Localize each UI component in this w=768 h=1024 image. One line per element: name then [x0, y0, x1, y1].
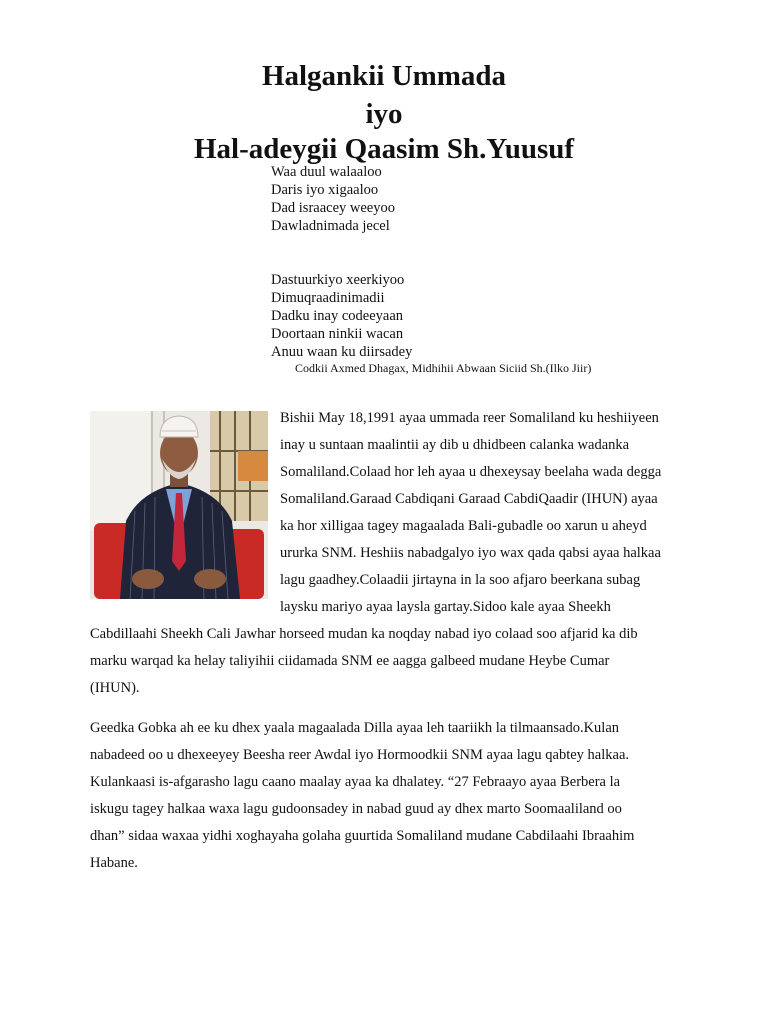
title-line-1: Halgankii Ummada [261, 60, 507, 92]
poem-line: Anuu waan ku diirsadey [271, 344, 413, 360]
paragraph-line: dhan” sidaa waxaa yidhi xoghayaha golaha guurtida Somaliland mudane Cabdilaahi Ibraahim [90, 828, 635, 844]
poem-attribution: Codkii Axmed Dhagax, Midhihii Abwaan Siciid Sh.(Ilko Jiir) [295, 361, 592, 375]
paragraph-line: Cabdillaahi Sheekh Cali Jawhar horseed mudan ka noqday nabad iyo colaad soo afjarid ka dib [90, 626, 638, 642]
paragraph-line: lagu gaadhey.Colaadii jirtayna in la soo afjaro beerkana subag [280, 572, 641, 588]
title-line-2: iyo [365, 98, 403, 130]
paragraph-line: (IHUN). [90, 680, 140, 696]
poem-line: Doortaan ninkii wacan [271, 326, 404, 342]
poem-line: Daris iyo xigaaloo [271, 182, 379, 198]
poem-stanza-1 [271, 163, 395, 235]
paragraph-line: Bishii May 18,1991 ayaa ummada reer Somaliland ku heshiiyeen [280, 410, 659, 426]
paragraph-line: ka hor xilligaa tagey magaalada Bali-gubadle oo xarun u aheyd [280, 518, 647, 534]
paragraph-line: iskugu tagey halkaa waxa lagu gudoonsadey in nabad guud ay dhex marto Soomaaliland oo [90, 801, 622, 817]
poem-line: Dawladnimada jecel [271, 218, 390, 234]
paragraph-line: laysku mariyo ayaa laysla gartay.Sidoo kale ayaa Sheekh [280, 599, 611, 615]
paragraph-1-continuation [90, 621, 690, 702]
poem-line: Dastuurkiyo xeerkiyoo [271, 272, 405, 288]
paragraph-line: Somaliland.Garaad Cabdiqani Garaad CabdiQaadir (IHUN) ayaa [280, 491, 658, 507]
paragraph-1-wrapped [280, 405, 690, 621]
paragraph-line: ururka SNM. Heshiis nabadgalyo iyo wax qada qabsi ayaa halkaa [280, 545, 661, 561]
portrait-photo [90, 411, 268, 599]
paragraph-2 [90, 715, 690, 877]
poem-line: Dimuqraadinimadii [271, 290, 385, 306]
title-line-3: Hal-adeygii Qaasim Sh.Yuusuf [193, 133, 575, 165]
paragraph-line: Habane. [90, 855, 138, 871]
poem-line: Dad israacey weeyoo [271, 200, 395, 216]
poem-line: Dadku inay codeeyaan [271, 308, 404, 324]
paragraph-line: Somaliland.Colaad hor leh ayaa u dhexeysay beelaha wada degga [280, 464, 662, 480]
paragraph-line: Kulankaasi is-afgarasho lagu caano maalay ayaa ka dhalatey. “27 Febraayo ayaa Berbera la [90, 774, 621, 790]
poem-stanza-2 [271, 271, 412, 361]
paragraph-line: marku warqad ka helay taliyihii ciidamada SNM ee aagga galbeed mudane Heybe Cumar [90, 653, 610, 669]
paragraph-line: Geedka Gobka ah ee ku dhex yaala magaalada Dilla ayaa leh taariikh la tilmaansado.Kulan [90, 720, 620, 736]
poem-line: Waa duul walaaloo [271, 164, 382, 180]
paragraph-line: inay u suntaan maalintii ay dib u dhidbeen calanka wadanka [280, 437, 630, 453]
paragraph-line: nabadeed oo u dhexeeyey Beesha reer Awdal iyo Hormoodkii SNM ayaa lagu qabtey halkaa. [90, 747, 630, 763]
